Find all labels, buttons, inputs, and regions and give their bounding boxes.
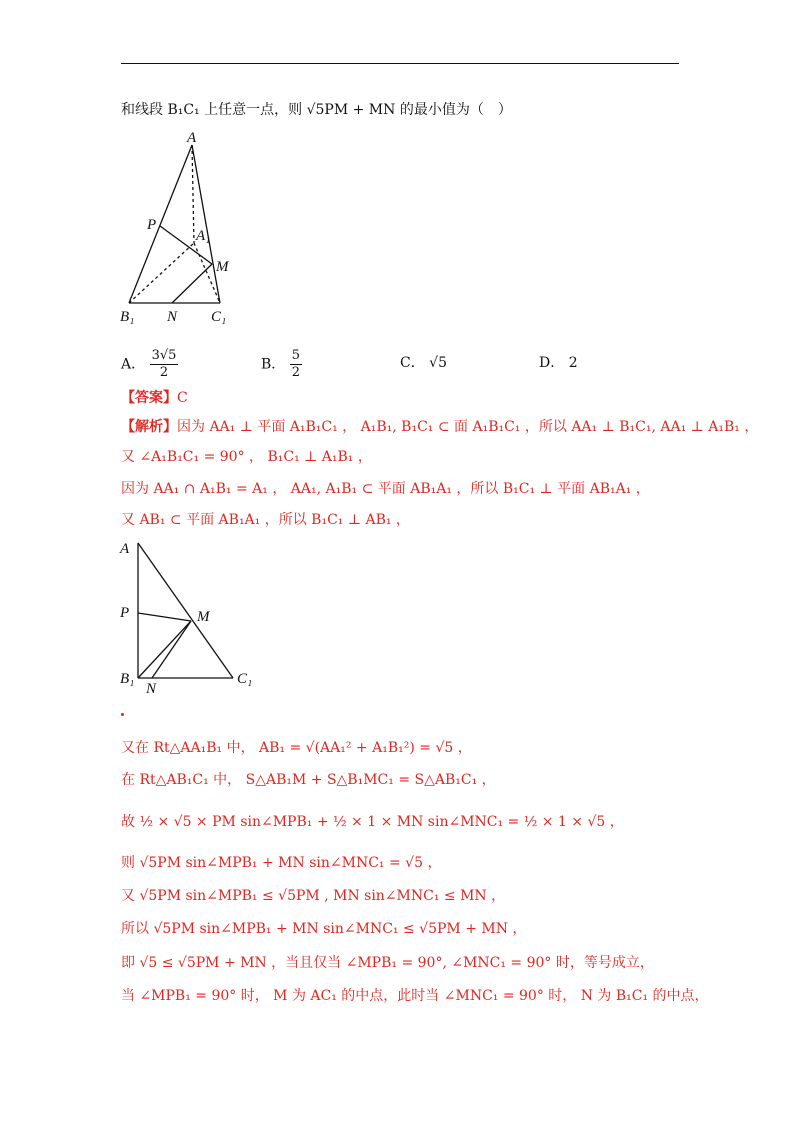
fig1-label-a: A xyxy=(187,130,197,146)
solution-line-6: 所以 √5PM sin∠MPB₁ + MN sin∠MNC₁ ≤ √5PM + MN ， xyxy=(121,921,527,937)
fig1-label-a1: A₁ xyxy=(196,228,211,244)
header-rule xyxy=(121,63,679,64)
fig2-label-c1: C₁ xyxy=(237,671,253,687)
option-a: A． $\frac{3√5}{2}$ xyxy=(121,348,177,380)
analysis-line-4: 又 AB₁ ⊂ 平面 AB₁A₁ ，所以 B₁C₁ ⊥ AB₁ ， xyxy=(121,512,410,528)
option-d: D． 2 xyxy=(539,355,578,371)
analysis-line-3: 因为 AA₁ ∩ A₁B₁ = A₁ ， AA₁, A₁B₁ ⊂ 平面 AB₁A₁ ，所以 B₁C₁ ⊥ 平面 AB₁A₁ ， xyxy=(121,481,650,497)
answer-tag: 【答案】 xyxy=(121,390,177,406)
fig2-label-p: P xyxy=(120,605,130,621)
solution-line-2: 在 Rt△AB₁C₁ 中， S△AB₁M + S△B₁MC₁ = S△AB₁C₁ ， xyxy=(121,772,496,788)
red-dot xyxy=(121,713,124,716)
solution-line-8: 当 ∠MPB₁ = 90° 时， M 为 AC₁ 的中点，此时当 ∠MNC₁ = 90° 时， N 为 B₁C₁ 的中点， xyxy=(121,988,709,1004)
option-c: C． √5 xyxy=(400,355,447,371)
fig1-label-m: M xyxy=(216,259,229,275)
solution-line-7: 即 √5 ≤ √5PM + MN ，当且仅当 ∠MPB₁ = 90°, ∠MNC₁ = 90° 时，等号成立， xyxy=(121,955,654,971)
solution-line-4: 则 √5PM sin∠MPB₁ + MN sin∠MNC₁ = √5 ， xyxy=(121,855,442,871)
analysis-line-1: 【解析】因为 AA₁ ⊥ 平面 A₁B₁C₁ ， A₁B₁, B₁C₁ ⊂ 面 A₁B₁C₁ ，所以 AA₁ ⊥ B₁C₁, AA₁ ⊥ A₁B₁ ， xyxy=(121,419,759,435)
figure-3d xyxy=(112,130,252,330)
fig2-label-b1: B₁ xyxy=(120,671,135,687)
fig1-label-c1: C₁ xyxy=(211,309,227,325)
solution-line-3: 故 ½ × √5 × PM sin∠MPB₁ + ½ × 1 × MN sin∠MNC₁ = ½ × 1 × √5 ， xyxy=(121,814,624,830)
fig2-label-n: N xyxy=(146,681,157,695)
fig1-label-n: N xyxy=(167,309,178,325)
analysis-line-2: 又 ∠A₁B₁C₁ = 90° ， B₁C₁ ⊥ A₁B₁ ， xyxy=(121,449,372,465)
fig1-label-b1: B₁ xyxy=(120,309,135,325)
question-text: 和线段 B₁C₁ 上任意一点，则 √5PM + MN 的最小值为（ ） xyxy=(121,102,512,118)
fig1-label-p: P xyxy=(147,217,157,233)
solution-line-1: 又在 Rt△AA₁B₁ 中， AB₁ = √(AA₁² + A₁B₁²) = √5 ， xyxy=(121,740,472,756)
fig2-label-m: M xyxy=(197,609,210,625)
option-b: B． $\frac{5}{2}$ xyxy=(261,348,301,380)
figure-triangle xyxy=(112,535,262,695)
answer-line xyxy=(121,388,188,408)
fig2-label-a: A xyxy=(120,541,130,557)
solution-line-5: 又 √5PM sin∠MPB₁ ≤ √5PM , MN sin∠MNC₁ ≤ MN ， xyxy=(121,888,506,904)
answer-value: C xyxy=(177,390,188,406)
